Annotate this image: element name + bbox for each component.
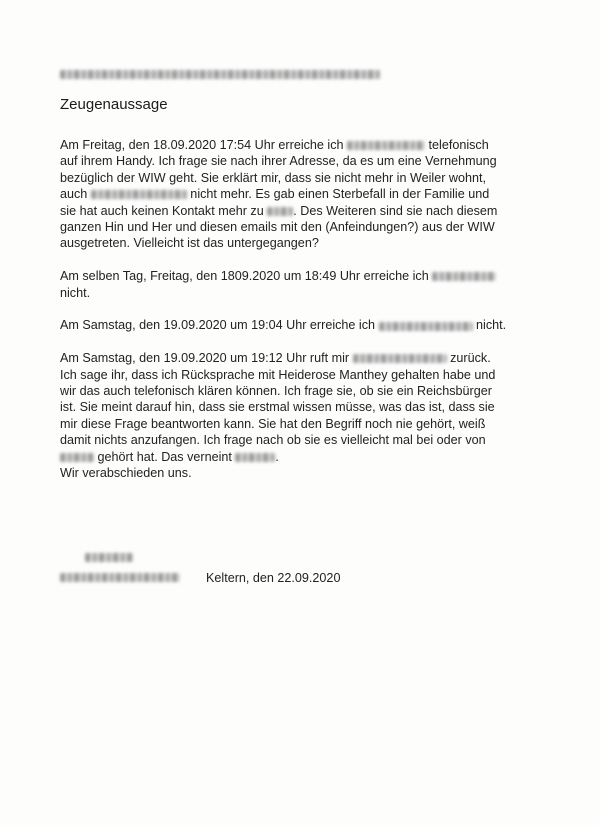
- text-segment: zurück. Ich sage ihr, dass ich Rücksprache mit Heiderose Manthey gehalten habe und wir das auch telefonisch klären können. Ich frage sie, ob sie ein Reichsbürger ist. Sie meint darauf hin, dass sie erstmal wissen müsse, was das ist, dass sie mir diese Frage beantworten kann. Sie hat den Begriff noch nie gehört, weiß damit nichts anzufangen. Ich frage nach ob sie es vielleicht mal bei oder von: [60, 351, 496, 448]
- redacted-signature: [85, 553, 133, 562]
- redacted-signer-name: [60, 573, 180, 582]
- redacted-name: [91, 190, 187, 199]
- text-segment: Am Samstag, den 19.09.2020 um 19:12 Uhr ruft mir: [60, 351, 353, 366]
- document-body: [60, 137, 508, 498]
- redacted-name: [347, 141, 425, 150]
- redacted-name: [60, 453, 94, 462]
- redacted-name: [379, 322, 473, 331]
- redacted-name: [267, 207, 293, 216]
- closing-text: Wir verabschieden uns.: [60, 466, 192, 481]
- text-segment: nicht.: [472, 318, 507, 333]
- text-segment: Am Freitag, den 18.09.2020 17:54 Uhr erreiche ich: [60, 138, 348, 152]
- text-segment: . Des Weiteren sind sie nach diesem ganzen Hin und Her und diesen emails mit den (Anfeindungen?) aus der WIW ausgetreten. Vielleicht ist das untergegangen?: [60, 203, 498, 251]
- paragraph-1: [60, 137, 508, 252]
- place-and-date: Keltern, den 22.09.2020: [206, 571, 341, 585]
- text-segment: .: [275, 449, 279, 464]
- text-segment: Am Samstag, den 19.09.2020 um 19:04 Uhr erreiche ich: [60, 318, 379, 333]
- redacted-name: [235, 453, 275, 462]
- redacted-name: [432, 272, 496, 281]
- text-segment: Am selben Tag, Freitag, den 1809.2020 um 18:49 Uhr erreiche ich: [60, 269, 433, 284]
- text-segment: telefonisch auf ihrem Handy. Ich frage sie nach ihrer Adresse, da es um eine Vernehmung bezüglich der WIW geht. Sie erklärt mir, dass sie nicht mehr in Weiler wohnt, auch: [60, 138, 497, 202]
- redacted-name: [353, 354, 447, 363]
- paragraph-2: [60, 268, 508, 301]
- redacted-header: [60, 70, 380, 79]
- text-segment: nicht mehr. Es gab einen Sterbefall in der Familie und sie hat auch keinen Kontakt mehr zu: [60, 187, 490, 218]
- paragraph-3: [60, 317, 508, 333]
- paragraph-4: [60, 350, 508, 481]
- document-title: Zeugenaussage: [60, 96, 168, 113]
- text-segment: gehört hat. Das verneint: [94, 449, 236, 464]
- text-segment: nicht.: [60, 285, 91, 300]
